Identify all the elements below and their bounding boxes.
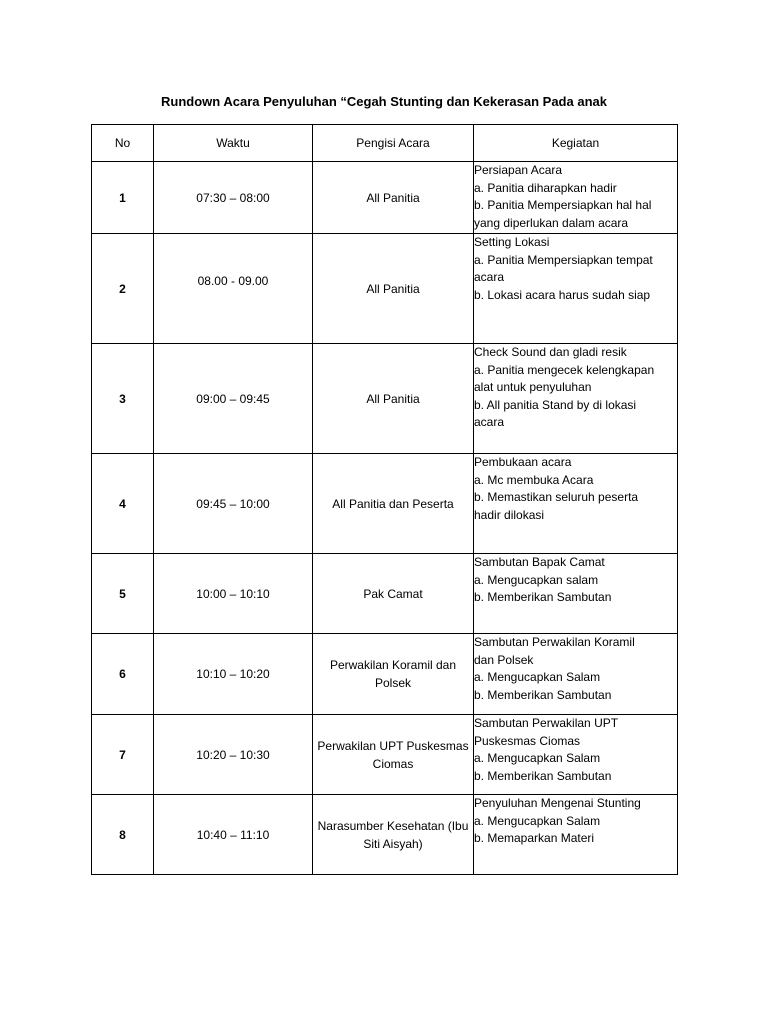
row-waktu-text: 08.00 - 09.00 <box>197 273 269 288</box>
row-pengisi-acara: All Panitia dan Peserta <box>313 454 474 554</box>
row-waktu: 10:10 – 10:20 <box>154 634 313 715</box>
table-row <box>92 454 678 554</box>
row-waktu: 07:30 – 08:00 <box>154 162 313 234</box>
header-waktu: Waktu <box>154 125 313 162</box>
kegiatan-line: b. Memberikan Sambutan <box>474 590 612 604</box>
kegiatan-line: a. Panitia Mempersiapkan tempat <box>474 252 653 267</box>
row-no: 7 <box>92 715 154 795</box>
kegiatan-line: Persiapan Acara <box>474 163 563 177</box>
kegiatan-line: Pembukaan acara <box>474 455 572 469</box>
kegiatan-line: a. Mengucapkan Salam <box>474 751 601 765</box>
row-waktu: 10:20 – 10:30 <box>154 715 313 795</box>
row-kegiatan <box>474 344 678 454</box>
kegiatan-line: Sambutan Perwakilan Koramil <box>474 635 635 649</box>
row-no: 3 <box>92 344 154 454</box>
kegiatan-line: acara <box>474 270 505 284</box>
table-row <box>92 162 678 234</box>
row-kegiatan <box>474 454 678 554</box>
row-pengisi-acara: Perwakilan UPT Puskesmas Ciomas <box>313 715 474 795</box>
rundown-table <box>91 124 678 875</box>
kegiatan-line: a. Panitia mengecek kelengkapan <box>474 362 655 377</box>
row-kegiatan <box>474 795 678 875</box>
table-row <box>92 344 678 454</box>
kegiatan-line: yang diperlukan dalam acara <box>474 215 629 230</box>
row-kegiatan <box>474 554 678 634</box>
row-kegiatan <box>474 162 678 234</box>
kegiatan-line: a. Mengucapkan salam <box>474 572 599 587</box>
table-header-row <box>92 125 678 162</box>
row-pengisi-acara: Perwakilan Koramil dan Polsek <box>313 634 474 715</box>
row-no: 6 <box>92 634 154 715</box>
row-pengisi-acara: All Panitia <box>313 344 474 454</box>
kegiatan-line: b. Panitia Mempersiapkan hal hal <box>474 198 652 212</box>
kegiatan-line: b. Memberikan Sambutan <box>474 687 612 702</box>
row-no: 5 <box>92 554 154 634</box>
kegiatan-line: b. Lokasi acara harus sudah siap <box>474 287 651 302</box>
row-waktu: 10:00 – 10:10 <box>154 554 313 634</box>
kegiatan-line: hadir dilokasi <box>474 507 545 522</box>
header-pengisi-acara: Pengisi Acara <box>313 125 474 162</box>
kegiatan-line: acara <box>474 415 505 429</box>
kegiatan-line: Setting Lokasi <box>474 235 550 249</box>
row-kegiatan <box>474 715 678 795</box>
header-kegiatan: Kegiatan <box>474 125 678 162</box>
row-waktu: 09:45 – 10:00 <box>154 454 313 554</box>
row-pengisi-acara: Pak Camat <box>313 554 474 634</box>
row-waktu: 10:40 – 11:10 <box>154 795 313 875</box>
kegiatan-line: alat untuk penyuluhan <box>474 380 592 394</box>
table-row <box>92 715 678 795</box>
kegiatan-line: Sambutan Perwakilan UPT <box>474 716 619 730</box>
kegiatan-line: b. Memastikan seluruh peserta <box>474 490 639 504</box>
row-no: 1 <box>92 162 154 234</box>
kegiatan-line: b. Memberikan Sambutan <box>474 768 612 783</box>
header-no: No <box>92 125 154 162</box>
row-pengisi-acara: All Panitia <box>313 234 474 344</box>
row-kegiatan <box>474 634 678 715</box>
row-no: 4 <box>92 454 154 554</box>
table-row <box>92 634 678 715</box>
kegiatan-line: a. Mengucapkan Salam <box>474 813 601 828</box>
kegiatan-line: dan Polsek <box>474 652 534 667</box>
row-pengisi-acara: All Panitia <box>313 162 474 234</box>
kegiatan-line: b. All panitia Stand by di lokasi <box>474 397 637 412</box>
table-row <box>92 234 678 344</box>
kegiatan-line: Check Sound dan gladi resik <box>474 345 627 359</box>
document-title: Rundown Acara Penyuluhan “Cegah Stunting dan Kekerasan Pada anak <box>161 94 607 109</box>
kegiatan-line: a. Mengucapkan Salam <box>474 670 601 684</box>
table-row <box>92 554 678 634</box>
table-row <box>92 795 678 875</box>
row-no: 8 <box>92 795 154 875</box>
row-kegiatan <box>474 234 678 344</box>
row-waktu <box>154 234 313 344</box>
row-no: 2 <box>92 234 154 344</box>
kegiatan-line: b. Memaparkan Materi <box>474 831 595 845</box>
row-waktu: 09:00 – 09:45 <box>154 344 313 454</box>
kegiatan-line: Penyuluhan Mengenai Stunting <box>474 796 641 810</box>
kegiatan-line: Sambutan Bapak Camat <box>474 555 605 569</box>
row-pengisi-acara: Narasumber Kesehatan (Ibu Siti Aisyah) <box>313 795 474 875</box>
kegiatan-line: a. Panitia diharapkan hadir <box>474 180 617 195</box>
kegiatan-line: a. Mc membuka Acara <box>474 472 594 487</box>
kegiatan-line: Puskesmas Ciomas <box>474 733 581 748</box>
